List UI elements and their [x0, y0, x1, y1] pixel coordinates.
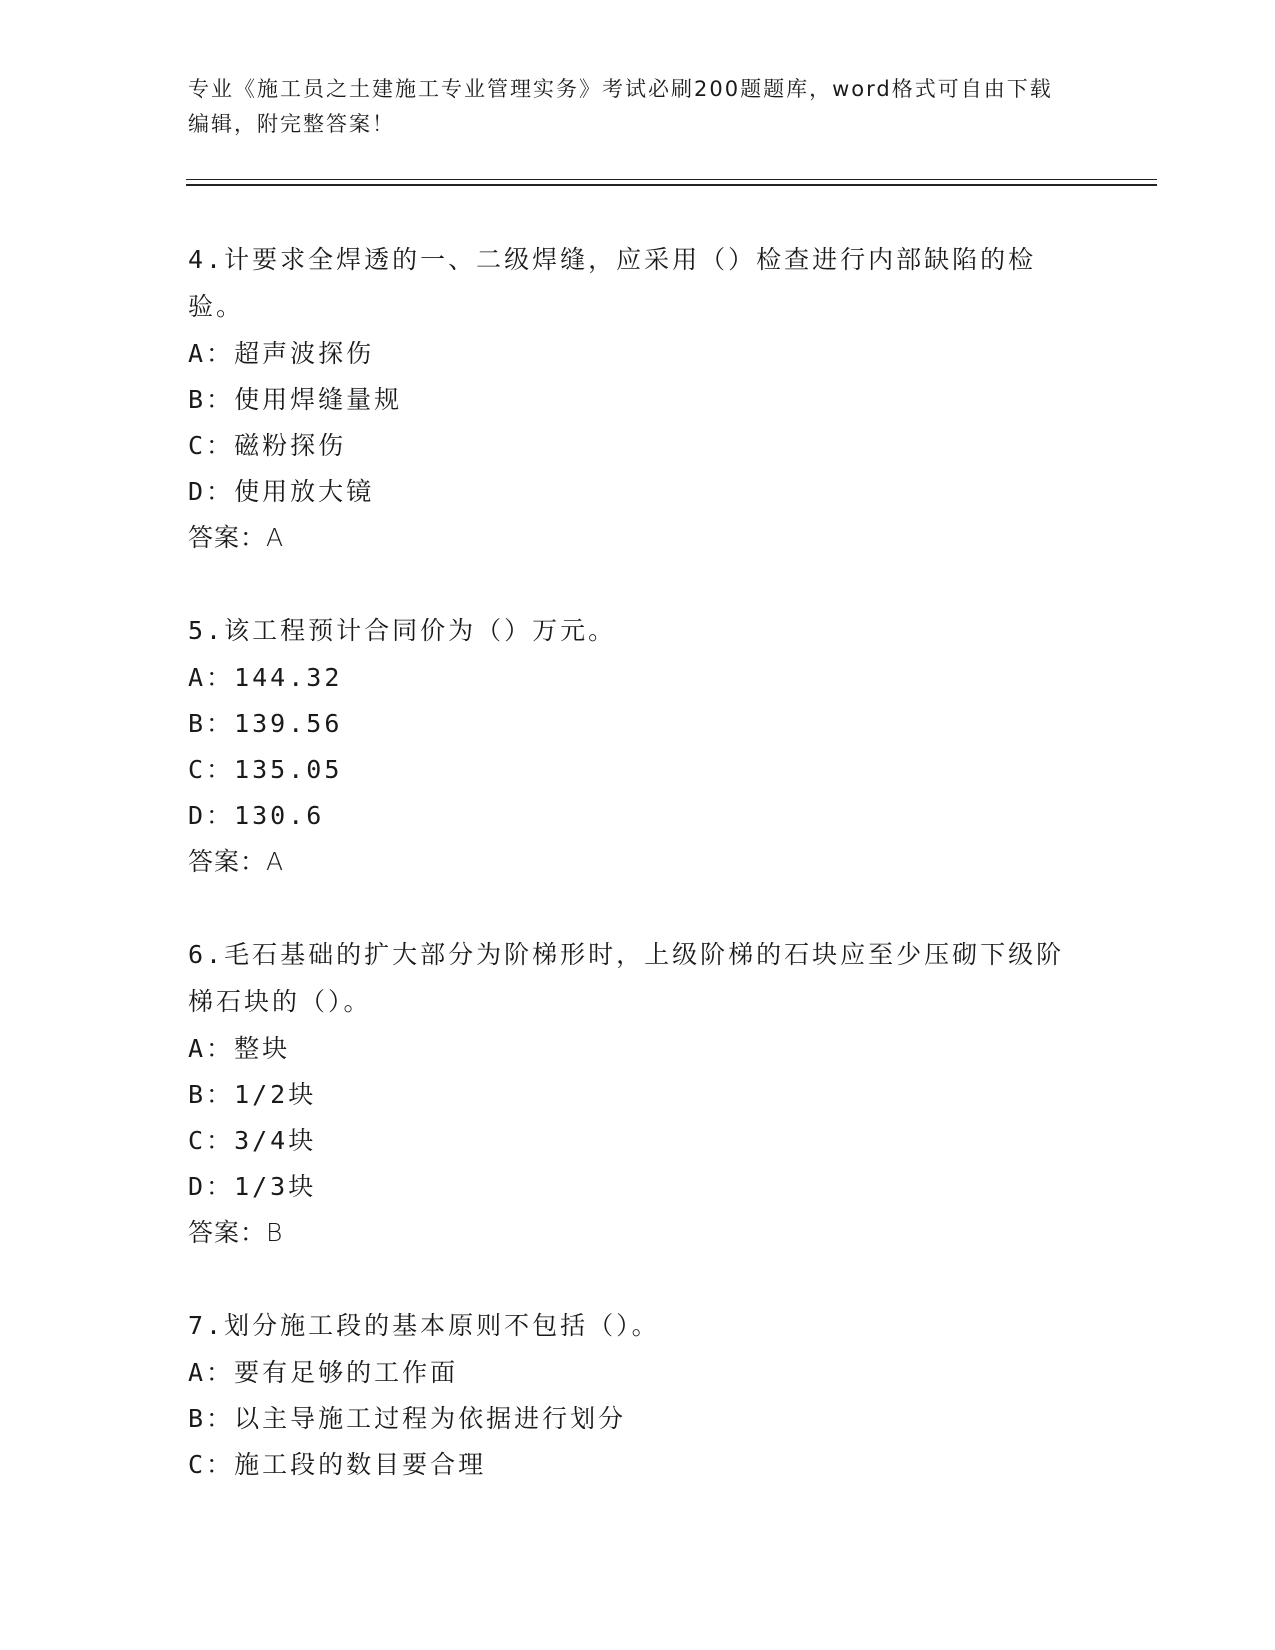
option-b: [188, 701, 1088, 747]
question-7: [188, 1302, 1088, 1488]
option-text: 使用放大镜: [234, 477, 375, 506]
question-4: [188, 236, 1088, 561]
option-key: C：: [188, 1126, 235, 1155]
answer-value: B: [266, 1218, 284, 1247]
question-stem: 4.计要求全焊透的一、二级焊缝，应采用（）检查进行内部缺陷的检验。: [188, 245, 1037, 321]
option-c: [188, 1118, 1088, 1164]
answer-label: 答案：: [188, 847, 267, 876]
option-key: A：: [188, 663, 235, 692]
option-key: B：: [188, 709, 235, 738]
answer-line: [188, 1210, 1088, 1256]
option-text: 139.56: [234, 709, 343, 738]
option-text: 整块: [234, 1034, 291, 1063]
option-key: A：: [188, 339, 235, 368]
header-divider-thick: [186, 184, 1157, 186]
option-text: 135.05: [234, 755, 343, 784]
option-key: C：: [188, 431, 235, 460]
option-c: [188, 423, 1088, 469]
option-text: 超声波探伤: [234, 339, 375, 368]
option-text: 1/2块: [234, 1080, 317, 1109]
option-c: [188, 1442, 1088, 1488]
option-key: A：: [188, 1358, 235, 1387]
option-b: [188, 377, 1088, 423]
question-stem: 7.划分施工段的基本原则不包括（）。: [188, 1311, 660, 1340]
option-a: [188, 331, 1088, 377]
option-text: 使用焊缝量规: [234, 385, 403, 414]
option-key: D：: [188, 477, 235, 506]
option-c: [188, 747, 1088, 793]
option-text: 要有足够的工作面: [234, 1358, 459, 1387]
option-key: B：: [188, 1404, 235, 1433]
question-5: [188, 607, 1088, 885]
option-a: [188, 1026, 1088, 1072]
option-b: [188, 1072, 1088, 1118]
answer-value: A: [266, 847, 285, 876]
option-key: C：: [188, 755, 235, 784]
option-key: D：: [188, 1172, 235, 1201]
option-text: 施工段的数目要合理: [234, 1450, 487, 1479]
option-text: 磁粉探伤: [234, 431, 347, 460]
question-list: [188, 236, 1088, 1534]
answer-value: A: [266, 523, 285, 552]
header-divider-thin: [186, 179, 1157, 180]
option-a: [188, 1350, 1088, 1396]
answer-line: [188, 839, 1088, 885]
answer-line: [188, 515, 1088, 561]
option-text: 130.6: [234, 801, 325, 830]
option-text: 以主导施工过程为依据进行划分: [234, 1404, 627, 1433]
option-key: D：: [188, 801, 235, 830]
question-6: [188, 931, 1088, 1256]
answer-label: 答案：: [188, 1218, 267, 1247]
option-key: C：: [188, 1450, 235, 1479]
option-d: [188, 1164, 1088, 1210]
question-stem: 5.该工程预计合同价为（）万元。: [188, 616, 617, 645]
option-d: [188, 793, 1088, 839]
option-text: 144.32: [234, 663, 343, 692]
option-key: B：: [188, 1080, 235, 1109]
option-text: 1/3块: [234, 1172, 317, 1201]
option-key: A：: [188, 1034, 235, 1063]
option-key: B：: [188, 385, 235, 414]
option-a: [188, 655, 1088, 701]
question-stem: 6.毛石基础的扩大部分为阶梯形时，上级阶梯的石块应至少压砌下级阶梯石块的（）。: [188, 940, 1065, 1016]
option-b: [188, 1396, 1088, 1442]
option-d: [188, 469, 1088, 515]
answer-label: 答案：: [188, 523, 267, 552]
option-text: 3/4块: [234, 1126, 317, 1155]
document-intro: 专业《施工员之土建施工专业管理实务》考试必刷200题题库，word格式可自由下载编辑，附完整答案！: [188, 77, 1053, 136]
